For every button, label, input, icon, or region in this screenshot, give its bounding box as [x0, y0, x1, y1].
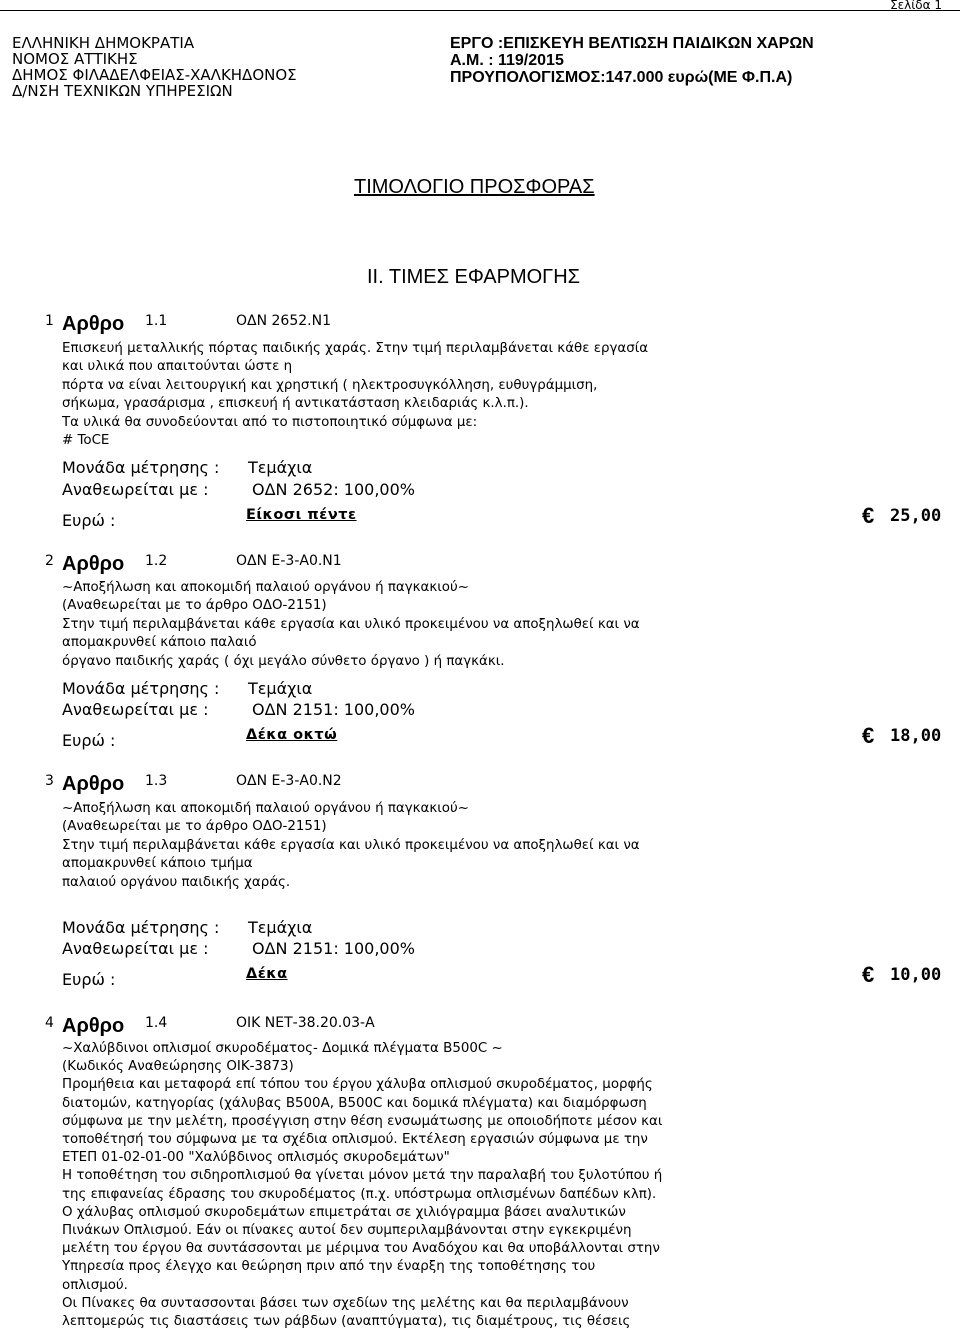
project-budget: ΠΡΟΥΠΟΛΟΓΙΣΜΟΣ:147.000 ευρώ(ΜΕ Φ.Π.Α): [450, 69, 793, 86]
unit-label: Μονάδα μέτρησης :: [62, 679, 220, 698]
article-code: ΟΔΝ Ε-3-Α0.Ν2: [236, 773, 342, 789]
considered-label: Αναθεωρείται με :: [62, 700, 209, 719]
project-number: Α.Μ. : 119/2015: [450, 52, 564, 69]
description-line: ~Αποξήλωση και αποκομιδή παλαιού οργάνου ή παγκακιού~: [62, 580, 469, 595]
description-line: # ToCE: [62, 433, 110, 449]
description-line: (Αναθεωρείται με το άρθρο ΟΔΟ-2151): [62, 598, 327, 614]
euro-symbol: €: [862, 962, 875, 987]
description-line: ~Χαλύβδινοι οπλισμοί σκυροδέματος- Δομικά πλέγματα Β500C ~: [62, 1041, 503, 1056]
article-word: Αρθρο: [62, 313, 125, 335]
description-line: Στην τιμή περιλαμβάνεται κάθε εργασία και υλικό προκειμένου να αποξηλωθεί και να: [62, 616, 640, 632]
description-line: και υλικά που απαιτούνται ώστε η: [62, 359, 293, 375]
euro-symbol: €: [862, 723, 875, 748]
description-line: απομακρυνθεί κάποιο τμήμα: [62, 856, 253, 872]
article-subnumber: 1.4: [145, 1015, 168, 1031]
page-top-rule: [0, 10, 960, 11]
euro-symbol: €: [862, 503, 875, 528]
description-line: τοποθέτησή του σύμφωνα με τα σχέδια οπλισμού. Εκτέλεση εργασιών σύμφωνα με την: [62, 1132, 648, 1148]
description-line: απομακρυνθεί κάποιο παλαιό: [62, 635, 257, 651]
article-description: [62, 1040, 662, 1331]
header-left-line: ΔΗΜΟΣ ΦΙΛΑΔΕΛΦΕΙΑΣ-ΧΑΛΚΗΔΟΝΟΣ: [12, 66, 297, 84]
unit-value: Τεμάχια: [248, 458, 313, 477]
considered-value: ΟΔΝ 2151: 100,00%: [252, 939, 415, 958]
price-value: 10,00: [890, 965, 942, 985]
article-number: 1: [45, 313, 54, 329]
article-subnumber: 1.3: [145, 773, 168, 789]
description-line: μελέτη του έργου θα συντάσσονται με μέριμνα του Αναδόχου και θα υποβάλλονται στην: [62, 1241, 660, 1257]
section-title: ΙΙ. ΤΙΜΕΣ ΕΦΑΡΜΟΓΗΣ: [367, 266, 580, 288]
article-code: ΟΙΚ ΝΕΤ-38.20.03-Α: [236, 1015, 375, 1031]
article-subnumber: 1.2: [145, 553, 168, 569]
description-line: της επιφανείας έδρασης του σκυροδέματος (π.χ. υπόστρωμα οπλισμένων δαπέδων κλπ).: [62, 1186, 657, 1202]
description-line: ΕΤΕΠ 01-02-01-00 "Χαλύβδινος οπλισμός σκυροδεμάτων": [62, 1150, 450, 1166]
article-number: 3: [45, 773, 54, 789]
description-line: ~Αποξήλωση και αποκομιδή παλαιού οργάνου ή παγκακιού~: [62, 801, 469, 816]
unit-label: Μονάδα μέτρησης :: [62, 458, 220, 477]
euro-label: Ευρώ :: [62, 731, 116, 750]
header-left-line: ΝΟΜΟΣ ΑΤΤΙΚΗΣ: [12, 50, 138, 68]
description-line: παλαιού οργάνου παιδικής χαράς.: [62, 874, 291, 890]
considered-label: Αναθεωρείται με :: [62, 939, 209, 958]
price-value: 25,00: [890, 506, 942, 526]
article-code: ΟΔΝ Ε-3-Α0.Ν1: [236, 553, 342, 569]
description-line: λεπτομερώς τις διαστάσεις των ράβδων (αναπτύγματα), τις διαμέτρους, τις θέσεις: [62, 1314, 631, 1330]
unit-value: Τεμάχια: [248, 679, 313, 698]
project-title: ΕΡΓΟ :ΕΠΙΣΚΕΥΗ ΒΕΛΤΙΩΣΗ ΠΑΙΔΙΚΩΝ ΧΑΡΩΝ: [450, 35, 814, 52]
header-left-line: Δ/ΝΣΗ ΤΕΧΝΙΚΩΝ ΥΠΗΡΕΣΙΩΝ: [12, 82, 233, 100]
description-line: όργανο παιδικής χαράς ( όχι μεγάλο σύνθετο όργανο ) ή παγκάκι.: [62, 653, 505, 669]
header-left-line: ΕΛΛΗΝΙΚΗ ΔΗΜΟΚΡΑΤΙΑ: [12, 34, 195, 52]
description-line: Η τοποθέτηση του σιδηροπλισμού θα γίνεται μόνον μετά την παραλαβή του ξυλοτύπου ή: [62, 1168, 663, 1184]
description-line: Οι Πίνακες θα συντασσονται βάσει των σχεδίων της μελέτης και θα περιλαμβάνουν: [62, 1295, 629, 1311]
description-line: Πινάκων Οπλισμού. Εάν οι πίνακες αυτοί δεν συμπεριλαμβάνονται στην εγκεκριμένη: [62, 1223, 632, 1239]
unit-value: Τεμάχια: [248, 918, 313, 937]
description-line: σύμφωνα με την μελέτη, προσέγγιση στην θέση ενσωμάτωσης με οποιοδήποτε μέσον και: [62, 1113, 663, 1129]
page-number: Σελίδα 1: [890, 0, 942, 12]
description-line: πόρτα να είναι λειτουργική και χρηστική ( ηλεκτροσυγκόλληση, ευθυγράμμιση,: [62, 377, 598, 393]
description-line: Επισκευή μεταλλικής πόρτας παιδικής χαράς. Στην τιμή περιλαμβάνεται κάθε εργασία: [62, 341, 649, 356]
article-number: 2: [45, 553, 54, 569]
article-number: 4: [45, 1015, 54, 1031]
euro-label: Ευρώ :: [62, 970, 116, 989]
article-code: ΟΔΝ 2652.Ν1: [236, 313, 331, 329]
description-line: Τα υλικά θα συνοδεύονται από το πιστοποιητικό σύμφωνα με:: [62, 414, 478, 430]
euro-label: Ευρώ :: [62, 511, 116, 530]
amount-in-words: Δέκα: [246, 966, 288, 982]
description-line: Προμήθεια και μεταφορά επί τόπου του έργου χάλυβα οπλισμού σκυροδέματος, μορφής: [62, 1077, 653, 1093]
amount-in-words: Δέκα οκτώ: [246, 727, 338, 743]
article-word: Αρθρο: [62, 1015, 125, 1037]
article-subnumber: 1.1: [145, 313, 168, 329]
description-line: Υπηρεσία προς έλεγχο και θεώρηση πριν από την έναρξη της τοποθέτησης του: [62, 1259, 596, 1275]
considered-value: ΟΔΝ 2652: 100,00%: [252, 480, 415, 499]
article-word: Αρθρο: [62, 553, 125, 575]
description-line: Στην τιμή περιλαμβάνεται κάθε εργασία και υλικό προκειμένου να αποξηλωθεί και να: [62, 837, 640, 853]
document-title: ΤΙΜΟΛΟΓΙΟ ΠΡΟΣΦΟΡΑΣ: [354, 176, 595, 198]
header-left: [12, 35, 297, 99]
header-right: [450, 35, 814, 86]
description-line: (Αναθεωρείται με το άρθρο ΟΔΟ-2151): [62, 819, 327, 835]
article-word: Αρθρο: [62, 773, 125, 795]
amount-in-words: Είκοσι πέντε: [246, 507, 357, 523]
description-line: διατομών, κατηγορίας (χάλυβας Β500Α, Β500C και δομικά πλέγματα) και διαμόρφωση: [62, 1095, 647, 1111]
considered-value: ΟΔΝ 2151: 100,00%: [252, 700, 415, 719]
description-line: σήκωμα, γρασάρισμα , επισκευή ή αντικατάσταση κλειδαριάς κ.λ.π.).: [62, 396, 529, 412]
considered-label: Αναθεωρείται με :: [62, 480, 209, 499]
description-line: οπλισμού.: [62, 1277, 128, 1293]
description-line: Ο χάλυβας οπλισμού σκυροδεμάτων επιμετράται σε χιλιόγραμμα βάσει αναλυτικών: [62, 1204, 626, 1220]
article-description: [62, 340, 648, 450]
article-description: [62, 579, 640, 671]
price-value: 18,00: [890, 726, 942, 746]
unit-label: Μονάδα μέτρησης :: [62, 918, 220, 937]
article-description: [62, 800, 640, 892]
description-line: (Κωδικός Αναθεώρησης ΟΙΚ-3873): [62, 1059, 294, 1075]
